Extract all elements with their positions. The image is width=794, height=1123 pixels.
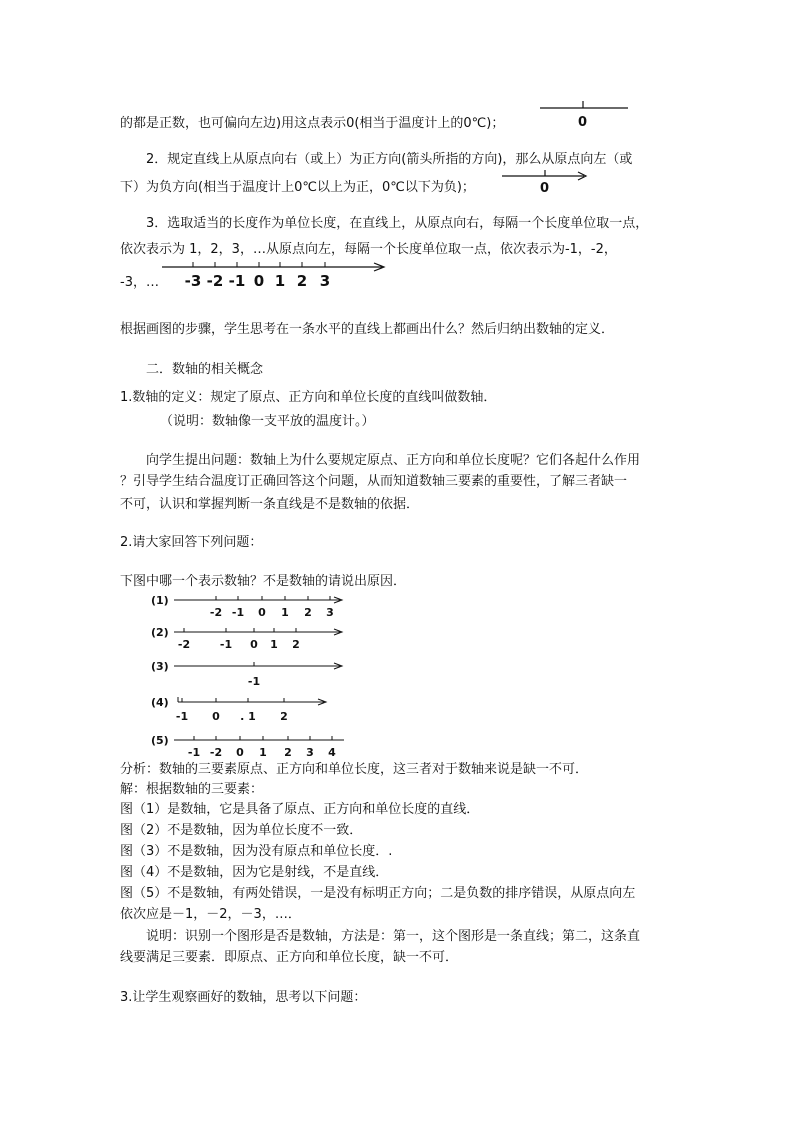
- figure-5-tick-label: -1: [187, 746, 201, 759]
- figure-5-tick-label: 4: [328, 746, 336, 759]
- figure-3-label: (3): [151, 660, 169, 673]
- analysis: 分析：数轴的三要素原点、正方向和单位长度，这三者对于数轴来说是缺一不可．: [120, 762, 589, 777]
- para2-line2: 下）为负方向(相当于温度计上0℃以上为正，0℃以下为负)；: [120, 180, 475, 195]
- answer-1: 图（1）是数轴，它是具备了原点、正方向和单位长度的直线．: [120, 802, 480, 817]
- answer-4: 图（4）不是数轴，因为它是射线，不是直线．: [120, 865, 389, 880]
- figure-4-tick-label: 2: [280, 710, 288, 723]
- figure-1-tick-label: -1: [231, 606, 245, 619]
- unit-axis-figure: [160, 258, 390, 292]
- direction-origin-label: 0: [540, 181, 550, 196]
- figure-5-tick-label: 1: [259, 746, 267, 759]
- para3-line3: -3，…: [120, 275, 159, 290]
- figure-2-axis: [148, 622, 348, 652]
- figure-5-axis: [148, 730, 348, 760]
- question-para: 根据画图的步骤，学生思考在一条水平的直线上都画出什么？然后归纳出数轴的定义．: [120, 322, 615, 337]
- figure-4-tick-label: -1: [175, 710, 189, 723]
- figure-5-tick-label: -2: [209, 746, 223, 759]
- figure-1-tick-label: -2: [209, 606, 223, 619]
- section2-heading: 二．数轴的相关概念: [146, 362, 264, 377]
- para3-line1: 3．选取适当的长度作为单位长度，在直线上，从原点向右，每隔一个长度单位取一点，: [146, 216, 649, 231]
- answer-3: 图（3）不是数轴，因为没有原点和单位长度．.: [120, 844, 393, 859]
- answer-6: 依次应是－1，－2，－3，…．: [120, 907, 301, 922]
- figure-5-tick-label: 0: [236, 746, 244, 759]
- figure-2-label: (2): [151, 626, 169, 639]
- discussion-line-2: ？引导学生结合温度订正确回答这个问题，从而知道数轴三要素的重要性，了解三者缺一: [120, 474, 628, 489]
- unit-axis-tick-label: -3: [184, 272, 202, 290]
- unit-axis-tick-label: 0: [253, 272, 265, 290]
- origin-label: 0: [578, 115, 588, 130]
- discussion-line-1: 向学生提出问题：数轴上为什么要规定原点、正方向和单位长度呢？它们各起什么作用: [146, 453, 641, 468]
- direction-figure: [500, 168, 592, 198]
- figure-3-tick-label: -1: [247, 675, 261, 688]
- item3-title: 3.让学生观察画好的数轴，思考以下问题：: [120, 990, 367, 1005]
- answer-5: 图（5）不是数轴，有两处错误，一是没有标明正方向；二是负数的排序错误，从原点向左: [120, 886, 636, 901]
- figure-5-tick-label: 2: [284, 746, 292, 759]
- definition-note: （说明：数轴像一支平放的温度计。）: [160, 414, 375, 429]
- unit-axis-tick-label: -2: [206, 272, 224, 290]
- figure-5-tick-label: 3: [306, 746, 314, 759]
- para2-line1: 2．规定直线上从原点向右（或上）为正方向(箭头所指的方向)，那么从原点向左（或: [146, 152, 633, 167]
- figure-4-label: (4): [151, 696, 169, 709]
- figure-2-tick-label: 1: [270, 638, 278, 651]
- figure-1-tick-label: 0: [258, 606, 266, 619]
- figure-4-ray: [148, 692, 348, 726]
- figure-2-tick-label: -2: [177, 638, 191, 651]
- explain-line-1: 说明：识别一个图形是否是数轴，方法是：第一，这个图形是一条直线；第二，这条直: [146, 929, 641, 944]
- para1-line1: 的都是正数，也可偏向左边)用这点表示0(相当于温度计上的0℃)；: [120, 116, 505, 131]
- figure-3-axis: [148, 656, 348, 688]
- figure-1-axis: [148, 590, 348, 620]
- answer-2: 图（2）不是数轴，因为单位长度不一致．: [120, 823, 363, 838]
- figure-4-tick-label: 0: [212, 710, 220, 723]
- solution-intro: 解：根据数轴的三要素：: [120, 782, 264, 797]
- figure-1-tick-label: 3: [326, 606, 334, 619]
- figure-4-tick-label: . 1: [240, 710, 256, 723]
- item2-question: 下图中哪一个表示数轴？不是数轴的请说出原因．: [120, 574, 407, 589]
- discussion-line-3: 不可，认识和掌握判断一条直线是不是数轴的依据．: [120, 497, 420, 512]
- figure-2-tick-label: -1: [219, 638, 233, 651]
- figure-1-tick-label: 1: [281, 606, 289, 619]
- figure-1-tick-label: 2: [304, 606, 312, 619]
- figure-2-tick-label: 2: [292, 638, 300, 651]
- item2-title: 2.请大家回答下列问题：: [120, 535, 263, 550]
- para3-line2: 依次表示为 1，2，3，…从原点向左，每隔一个长度单位取一点，依次表示为-1，-2，: [120, 242, 617, 257]
- figure-1-label: (1): [151, 594, 169, 607]
- unit-axis-tick-label: -1: [228, 272, 246, 290]
- origin-figure: [538, 100, 630, 132]
- figure-2-tick-label: 0: [250, 638, 258, 651]
- figure-5-label: (5): [151, 734, 169, 747]
- unit-axis-tick-label: 1: [274, 272, 286, 290]
- unit-axis-tick-label: 2: [296, 272, 308, 290]
- explain-line-2: 线要满足三要素．即原点、正方向和单位长度，缺一不可．: [120, 950, 459, 965]
- axis-definition: 1.数轴的定义：规定了原点、正方向和单位长度的直线叫做数轴．: [120, 390, 497, 405]
- unit-axis-tick-label: 3: [319, 272, 331, 290]
